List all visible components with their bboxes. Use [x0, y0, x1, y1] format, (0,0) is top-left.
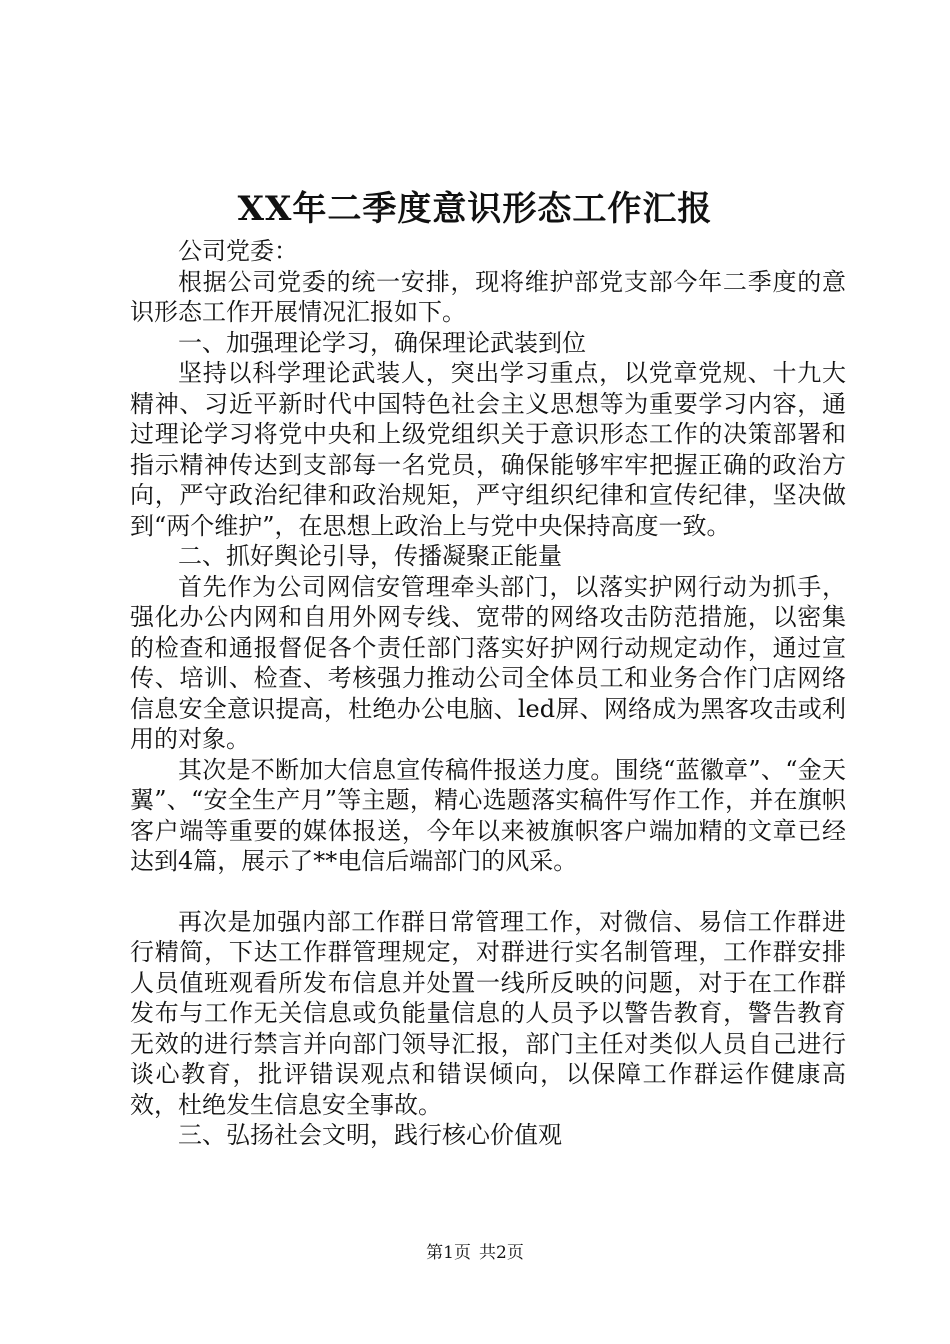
page-footer: [0, 1242, 950, 1264]
document-title: XX年二季度意识形态工作汇报: [237, 189, 713, 229]
body-paragraph: 再次是加强内部工作群日常管理工作，对微信、易信工作群进行精简，下达工作群管理规定，对群进行实名制管理，工作群安排人员值班观看所发布信息并处置一线所反映的问题，对于在工作群发布与工作无关信息或负能量信息的人员予以警告教育，警告教育无效的进行禁言并向部门领导汇报，部门主任对类似人员自己进行谈心教育，批评错误观点和错误倾向，以保障工作群运作健康高效，杜绝发生信息安全事故。: [130, 907, 846, 1119]
intro-paragraph: 根据公司党委的统一安排，现将维护部党支部今年二季度的意识形态工作开展情况汇报如下。: [130, 267, 846, 326]
document-body: [130, 236, 846, 1151]
salutation: 公司党委：: [178, 237, 298, 265]
section-heading-1: 一、加强理论学习，确保理论武装到位: [178, 328, 586, 357]
page-number: 第1页: [426, 1243, 471, 1263]
body-paragraph: 其次是不断加大信息宣传稿件报送力度。围绕“蓝徽章”、“金天翼”、“安全生产月”等主题，精心选题落实稿件写作工作，并在旗帜客户端等重要的媒体报送，今年以来被旗帜客户端加精的文章已经达到4篇，展示了**电信后端部门的风采。: [130, 755, 846, 875]
body-paragraph: 首先作为公司网信安管理牵头部门，以落实护网行动为抓手，强化办公内网和自用外网专线、宽带的网络攻击防范措施，以密集的检查和通报督促各个责任部门落实好护网行动规定动作，通过宣传、培训、检查、考核强力推动公司全体员工和业务合作门店网络信息安全意识提高，杜绝办公电脑、led屏、网络成为黑客攻击或利用的对象。: [130, 572, 846, 753]
section-heading-3: 三、弘扬社会文明，践行核心价值观: [178, 1121, 562, 1149]
page-total: 共2页: [479, 1243, 524, 1263]
section-heading-2: 二、抓好舆论引导，传播凝聚正能量: [178, 542, 562, 570]
body-paragraph: 坚持以科学理论武装人，突出学习重点，以党章党规、十九大精神、习近平新时代中国特色社会主义思想等为重要学习内容，通过理论学习将党中央和上级党组织关于意识形态工作的决策部署和指示精神传达到支部每一名党员，确保能够牢牢把握正确的政治方向，严守政治纪律和政治规矩，严守组织纪律和宣传纪律，坚决做到“两个维护”，在思想上政治上与党中央保持高度一致。: [130, 359, 846, 540]
